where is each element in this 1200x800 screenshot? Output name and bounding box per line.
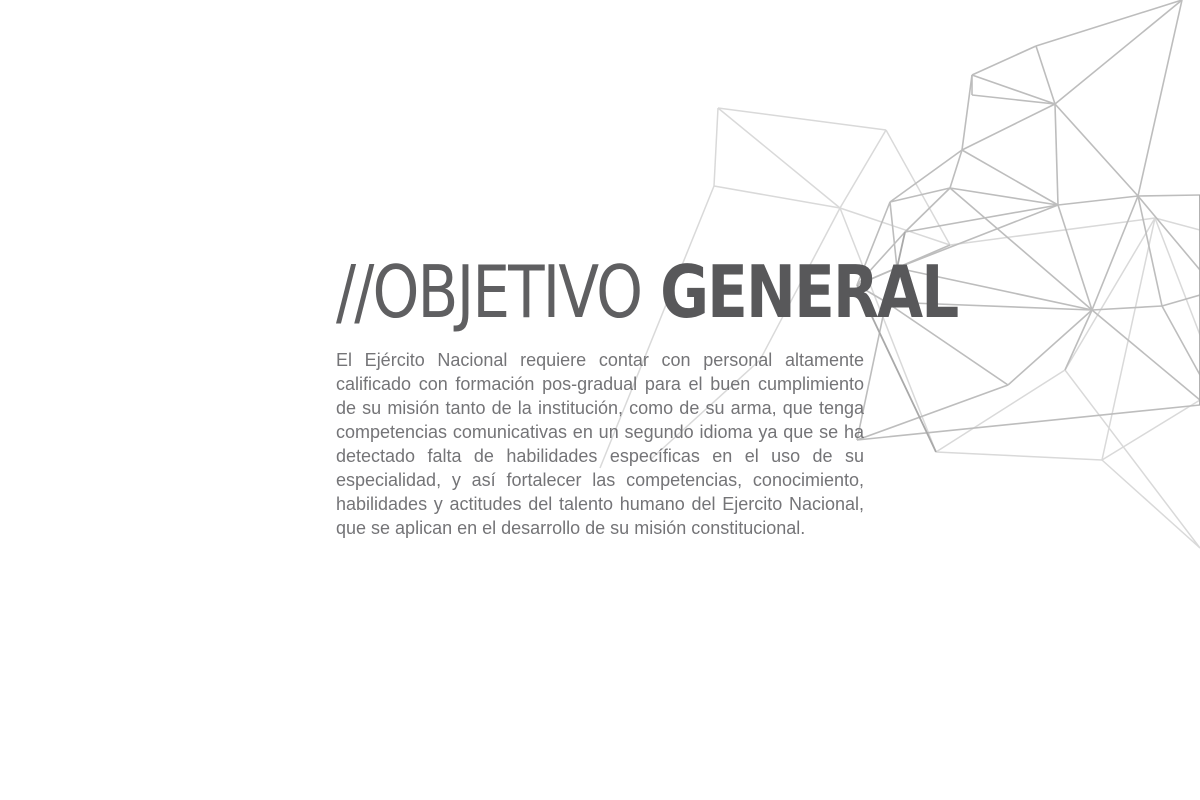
title-bold-text: GENERAL xyxy=(660,250,958,334)
network-mid-lines xyxy=(857,0,1200,440)
objective-section xyxy=(336,250,958,540)
title-light-text: //OBJETIVO xyxy=(336,250,642,334)
section-title xyxy=(336,250,958,334)
objective-paragraph: El Ejército Nacional requiere contar con personal altamente calificado con formación pos-gradual para el buen cumplimiento de su misión tanto de la institución, como de su arma, que tenga competencias comunicativas en un segundo idioma ya que se ha detectado falta de habilidades específicas en el uso de su especialidad, y así fortalecer las competencias, conocimiento, habilidades y actitudes del talento humano del Ejercito Nacional, que se aplican en el desarrollo de su misión constitucional. xyxy=(336,350,864,538)
